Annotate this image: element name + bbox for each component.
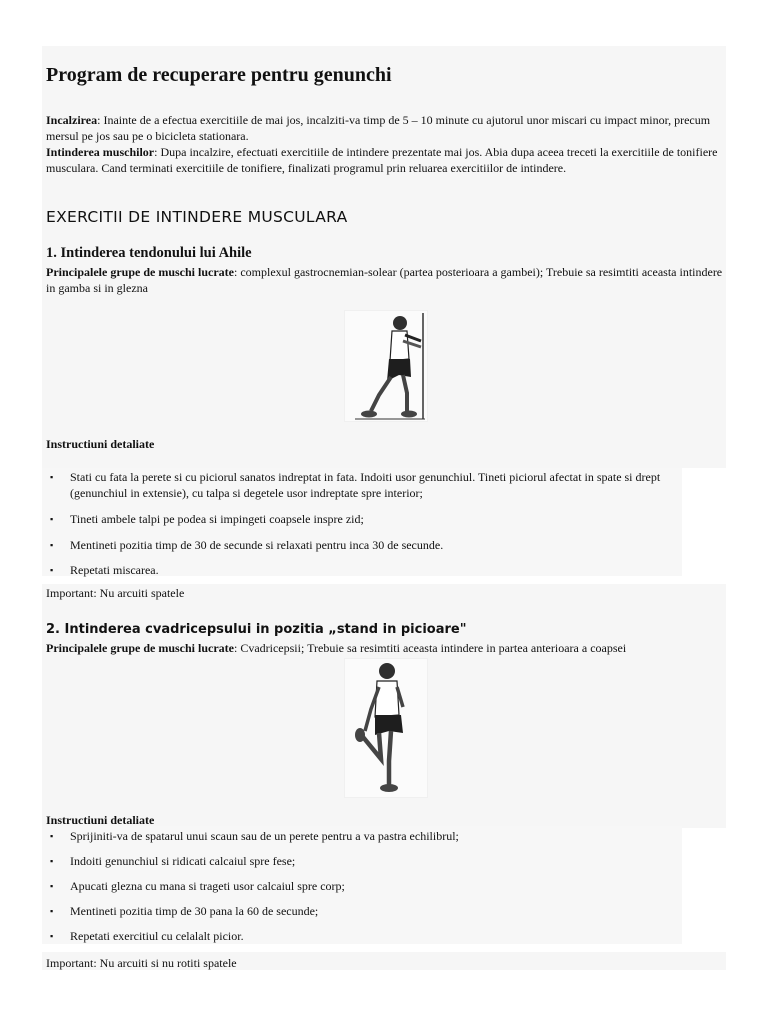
bullet-icon: ▪ bbox=[50, 540, 54, 550]
exercise-2-steps bbox=[46, 828, 682, 944]
step-text: Mentineti pozitia timp de 30 pana la 60 de secunde; bbox=[70, 904, 319, 918]
exercise-1-important: Important: Nu arcuiti spatele bbox=[46, 586, 185, 600]
step-text: Mentineti pozitia timp de 30 de secunde si relaxati pentru inca 30 de secunde. bbox=[70, 538, 444, 552]
list-item bbox=[46, 537, 682, 553]
bullet-icon: ▪ bbox=[50, 906, 54, 916]
exercise-1-muscles bbox=[46, 264, 726, 296]
bullet-icon: ▪ bbox=[50, 514, 54, 524]
list-item bbox=[46, 562, 682, 578]
list-item bbox=[46, 853, 682, 869]
bullet-icon: ▪ bbox=[50, 856, 54, 866]
exercise-1-title: 1. Intinderea tendonului lui Ahile bbox=[46, 245, 252, 261]
exercise-2-muscles-text: : Cvadricepsii; Trebuie sa resimtiti aceasta intindere in partea anterioara a coapsei bbox=[233, 641, 627, 655]
exercise-1-instructions-label bbox=[46, 437, 154, 452]
step-text: Apucati glezna cu mana si trageti usor calcaiul spre corp; bbox=[70, 879, 345, 893]
exercise-1-instructions-text: Instructiuni detaliate bbox=[46, 437, 155, 451]
stretch-label: Intinderea muschilor bbox=[46, 145, 155, 159]
bullet-icon: ▪ bbox=[50, 881, 54, 891]
list-item bbox=[46, 903, 682, 919]
list-item bbox=[46, 828, 682, 844]
exercise-2-muscles-label: Principalele grupe de muschi lucrate bbox=[46, 641, 234, 655]
bullet-icon: ▪ bbox=[50, 565, 54, 575]
bullet-icon: ▪ bbox=[50, 931, 54, 941]
exercise-1-muscles-text: : complexul gastrocnemian-solear (partea posterioara a gambei); Trebuie sa resimtiti aceasta intindere in gamba si in glezna bbox=[46, 265, 723, 295]
stretch-paragraph bbox=[46, 144, 726, 176]
list-item bbox=[46, 878, 682, 894]
exercise-2-instructions-label bbox=[46, 813, 154, 828]
step-text: Repetati exercitiul cu celalalt picior. bbox=[70, 929, 244, 943]
exercise-2-instructions-text: Instructiuni detaliate bbox=[46, 813, 155, 827]
stretch-text: : Dupa incalzire, efectuati exercitiile de intindere prezentate mai jos. Abia dupa aceea treceti la exercitiile de tonifiere musculara. Cand terminati exercitiile de tonifiere, finalizati programul prin reluarea exercitiilor de intindere. bbox=[46, 145, 718, 175]
step-text: Tineti ambele talpi pe podea si impingeti coapsele inspre zid; bbox=[70, 512, 364, 526]
exercise-1-muscles-label: Principalele grupe de muschi lucrate bbox=[46, 265, 234, 279]
exercise-2-title: 2. Intinderea cvadricepsului in pozitia „stand in picioare" bbox=[46, 622, 467, 637]
bullet-icon: ▪ bbox=[50, 831, 54, 841]
bullet-icon: ▪ bbox=[50, 472, 54, 482]
calf-stretch-figure-icon bbox=[344, 310, 428, 422]
step-text: Indoiti genunchiul si ridicati calcaiul spre fese; bbox=[70, 854, 296, 868]
warmup-label: Incalzirea bbox=[46, 113, 98, 127]
exercise-2-muscles bbox=[46, 640, 726, 656]
exercise-1-steps bbox=[46, 469, 682, 578]
list-item bbox=[46, 469, 682, 501]
warmup-paragraph bbox=[46, 112, 726, 144]
step-text: Stati cu fata la perete si cu piciorul sanatos indreptat in fata. Indoiti usor genunchiul. Tineti piciorul afectat in spate si drept (genunchiul in extensie), cu talpa si degetele usor indreptate spre interior; bbox=[70, 470, 661, 500]
warmup-text: : Inainte de a efectua exercitiile de mai jos, incalziti-va timp de 5 – 10 minute cu ajutorul unor miscari cu impact minor, precum mersul pe jos sau pe o bicicleta stationara. bbox=[46, 113, 711, 143]
exercise-2-important: Important: Nu arcuiti si nu rotiti spatele bbox=[46, 956, 237, 970]
section-heading: EXERCITII DE INTINDERE MUSCULARA bbox=[46, 208, 348, 226]
list-item bbox=[46, 511, 682, 527]
quad-stretch-figure-icon bbox=[344, 658, 428, 798]
list-item bbox=[46, 928, 682, 944]
step-text: Sprijiniti-va de spatarul unui scaun sau de un perete pentru a va pastra echilibrul; bbox=[70, 829, 459, 843]
page-title: Program de recuperare pentru genunchi bbox=[46, 64, 392, 86]
step-text: Repetati miscarea. bbox=[70, 563, 159, 577]
